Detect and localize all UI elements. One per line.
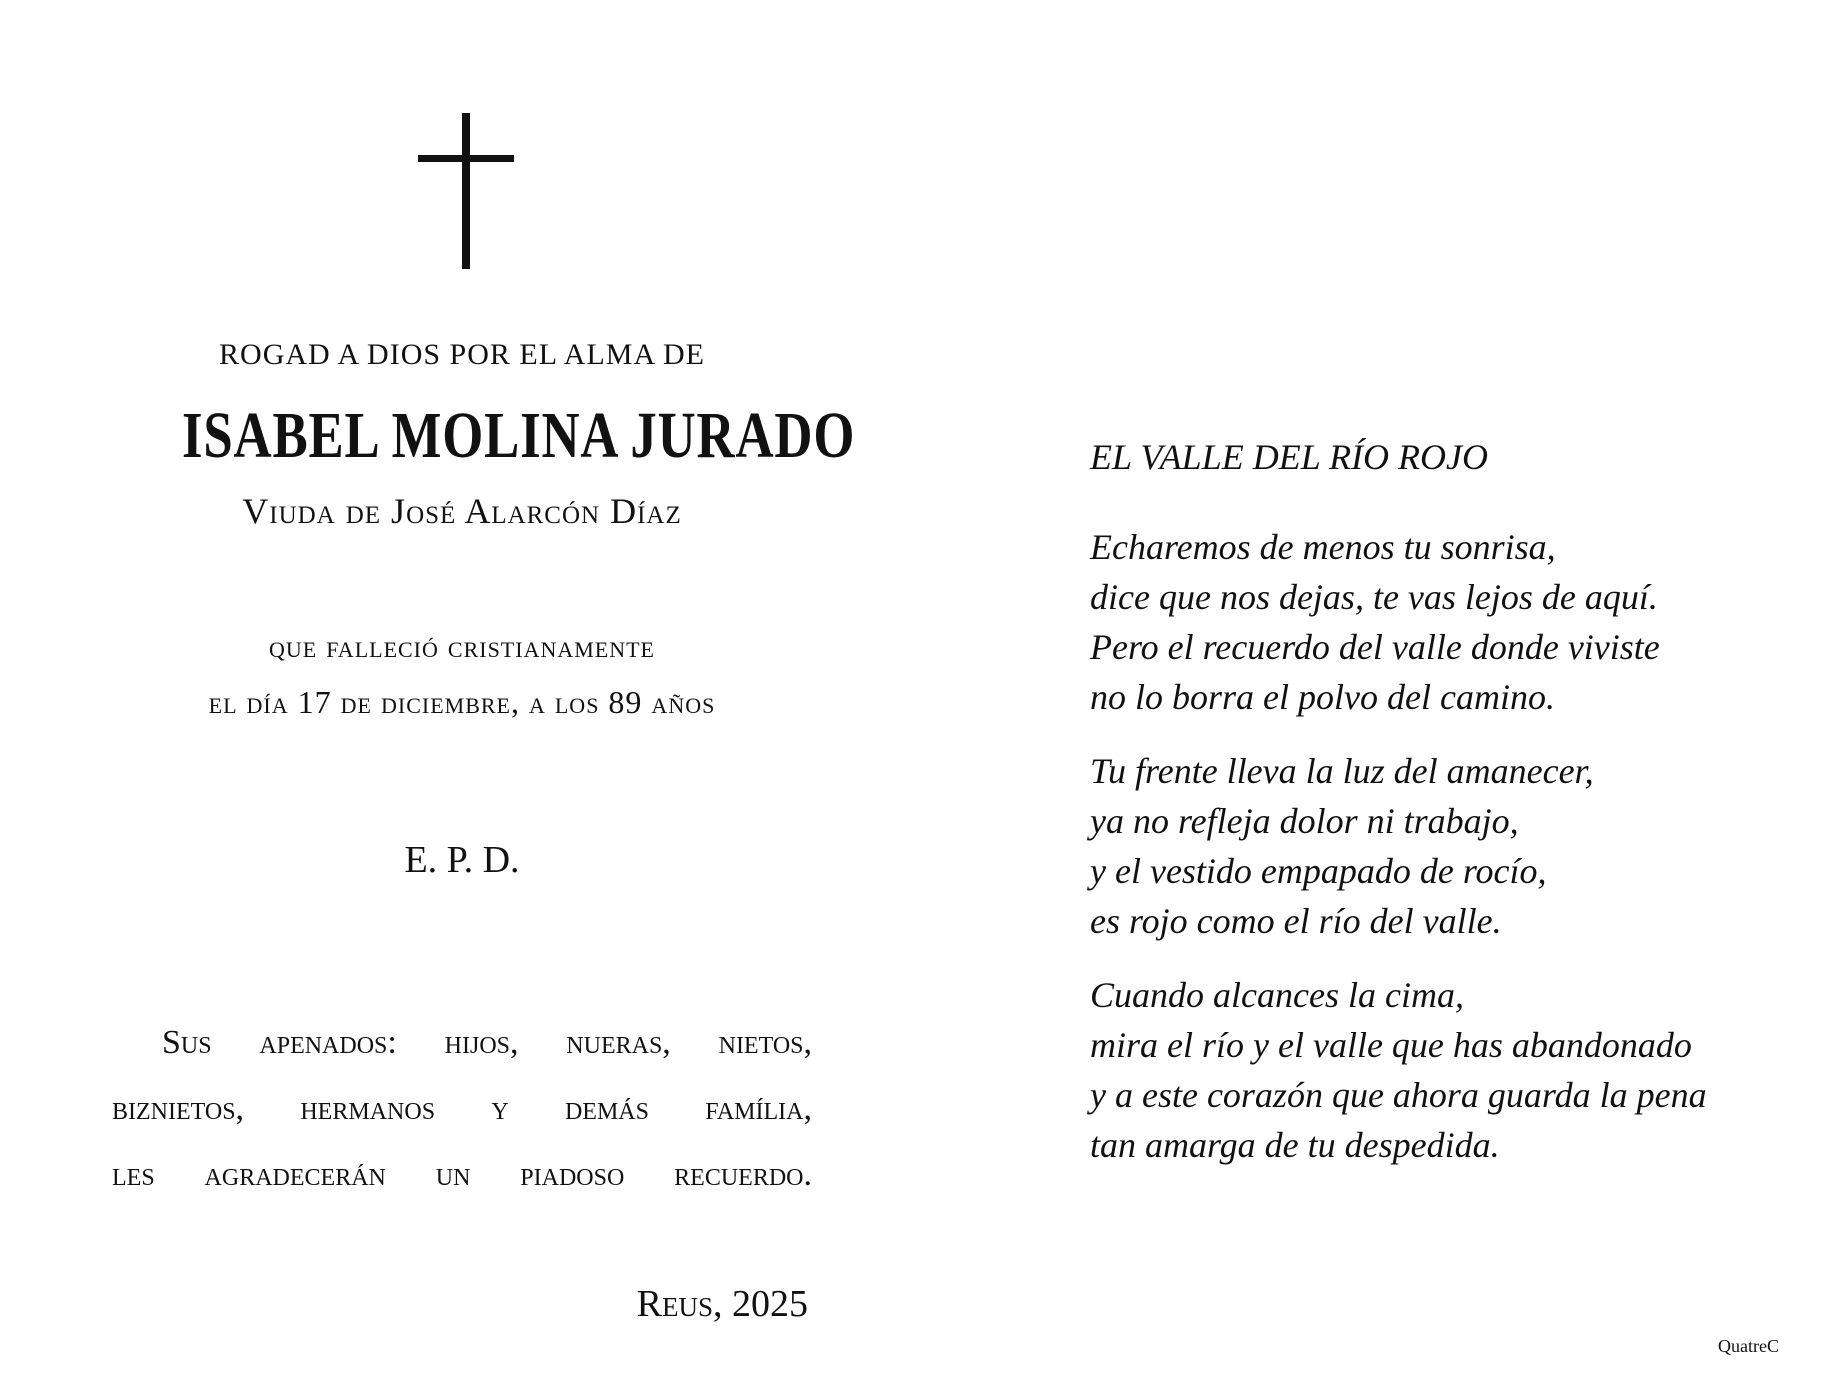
family-line: les agradecerán un piadoso recuerdo. bbox=[112, 1156, 812, 1193]
poem-line: Pero el recuerdo del valle donde viviste bbox=[1090, 627, 1660, 667]
deceased-name: ISABEL MOLINA JURADO bbox=[182, 399, 856, 472]
poem-stanza-3 bbox=[1090, 970, 1810, 1170]
poem-stanza-2 bbox=[1090, 746, 1810, 946]
widow-line: Viuda de José Alarcón Díaz bbox=[242, 491, 682, 531]
poem-stanza-1 bbox=[1090, 522, 1810, 722]
death-line-2: el día 17 de diciembre, a los 89 años bbox=[208, 684, 716, 720]
poem-line: no lo borra el polvo del camino. bbox=[1090, 677, 1555, 717]
printer-mark: QuatreC bbox=[1718, 1336, 1779, 1356]
death-line-1: que falleció cristianamente bbox=[268, 628, 655, 664]
poem-line: Echaremos de menos tu sonrisa, bbox=[1090, 527, 1556, 567]
poem-line: Tu frente lleva la luz del amanecer, bbox=[1090, 751, 1594, 791]
family-line: Sus apenados: hijos, nueras, nietos, bbox=[162, 1024, 812, 1061]
poem-line: es rojo como el río del valle. bbox=[1090, 901, 1502, 941]
poem-line: dice que nos dejas, te vas lejos de aquí. bbox=[1090, 577, 1658, 617]
poem-line: tan amarga de tu despedida. bbox=[1090, 1125, 1500, 1165]
poem-line: y a este corazón que ahora guarda la pena bbox=[1090, 1075, 1707, 1115]
prayer-heading: ROGAD A DIOS POR EL ALMA DE bbox=[219, 338, 705, 371]
poem-line: mira el río y el valle que has abandonado bbox=[1090, 1025, 1692, 1065]
cross-icon bbox=[418, 113, 514, 269]
poem bbox=[1090, 436, 1810, 1194]
poem-line: Cuando alcances la cima, bbox=[1090, 975, 1464, 1015]
city-year: Reus, 2025 bbox=[636, 1283, 808, 1325]
poem-line: ya no refleja dolor ni trabajo, bbox=[1090, 801, 1519, 841]
poem-line: y el vestido empapado de rocío, bbox=[1090, 851, 1547, 891]
family-message bbox=[112, 1010, 812, 1208]
family-line: biznietos, hermanos y demás família, bbox=[112, 1090, 812, 1127]
poem-title: EL VALLE DEL RÍO ROJO bbox=[1090, 437, 1489, 477]
epd-text: E. P. D. bbox=[404, 839, 520, 881]
